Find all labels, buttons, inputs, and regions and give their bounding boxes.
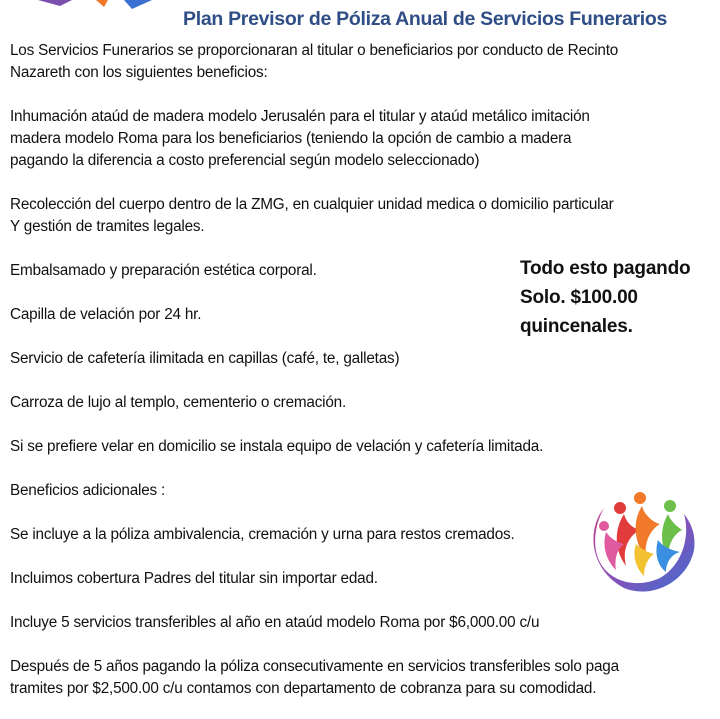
text-line: tramites por $2,500.00 c/u contamos con departamento de cobranza para su comodidad. bbox=[10, 680, 597, 697]
text-line: Incluye 5 servicios transferibles al año en ataúd modelo Roma por $6,000.00 c/u bbox=[10, 614, 540, 631]
paragraph-servicios-transferibles bbox=[10, 612, 720, 634]
text-line: Y gestión de tramites legales. bbox=[10, 218, 205, 235]
logo-blue-wedge bbox=[124, 0, 152, 9]
price-callout-line: Todo esto pagando bbox=[520, 258, 691, 279]
paragraph-domicilio bbox=[10, 436, 720, 458]
text-line: Los Servicios Funerarios se proporcionaran al titular o beneficiarios por conducto de Recinto bbox=[10, 42, 619, 59]
text-line: Beneficios adicionales : bbox=[10, 482, 166, 499]
text-line: Incluimos cobertura Padres del titular sin importar edad. bbox=[10, 570, 378, 587]
text-line: Servicio de cafetería ilimitada en capillas (café, te, galletas) bbox=[10, 350, 400, 367]
text-line: Se incluye a la póliza ambivalencia, cremación y urna para restos cremados. bbox=[10, 526, 515, 543]
text-line: Embalsamado y preparación estética corporal. bbox=[10, 262, 317, 279]
paragraph-intro bbox=[10, 40, 720, 84]
paragraph-carroza bbox=[10, 392, 720, 414]
emblem-head-orange bbox=[634, 492, 646, 504]
document-body bbox=[10, 40, 720, 700]
page-title: Plan Previsor de Póliza Anual de Servicios Funerarios bbox=[183, 8, 668, 30]
logo-purple-wedge bbox=[38, 0, 72, 6]
top-logo-fragment bbox=[0, 0, 200, 10]
emblem-head-red bbox=[614, 502, 626, 514]
text-line: Recolección del cuerpo dentro de la ZMG, en cualquier unidad medica o domicilio particular bbox=[10, 196, 614, 213]
price-callout-line: quincenales. bbox=[520, 316, 633, 337]
price-callout-line: Solo. $100.00 bbox=[520, 287, 638, 308]
logo-orange-wedge bbox=[96, 0, 108, 7]
family-flame-emblem-icon bbox=[584, 484, 698, 594]
text-line: Nazareth con los siguientes beneficios: bbox=[10, 64, 268, 81]
text-line: Capilla de velación por 24 hr. bbox=[10, 306, 202, 323]
text-line: Inhumación ataúd de madera modelo Jerusalén para el titular y ataúd metálico imitación bbox=[10, 108, 590, 125]
text-line: Carroza de lujo al templo, cementerio o cremación. bbox=[10, 394, 347, 411]
paragraph-recoleccion bbox=[10, 194, 720, 238]
text-line: Si se prefiere velar en domicilio se instala equipo de velación y cafetería limitada. bbox=[10, 438, 544, 455]
emblem-head-green bbox=[664, 500, 676, 512]
paragraph-cafeteria bbox=[10, 348, 720, 370]
paragraph-inhumacion bbox=[10, 106, 720, 172]
text-line: madera modelo Roma para los beneficiarios (teniendo la opción de cambio a madera bbox=[10, 130, 572, 147]
price-callout bbox=[520, 254, 690, 341]
text-line: pagando la diferencia a costo preferencial según modelo seleccionado) bbox=[10, 152, 480, 169]
paragraph-despues-5-anos bbox=[10, 656, 720, 700]
text-line: Después de 5 años pagando la póliza consecutivamente en servicios transferibles solo paga bbox=[10, 658, 619, 675]
emblem-head-pink bbox=[599, 521, 609, 531]
